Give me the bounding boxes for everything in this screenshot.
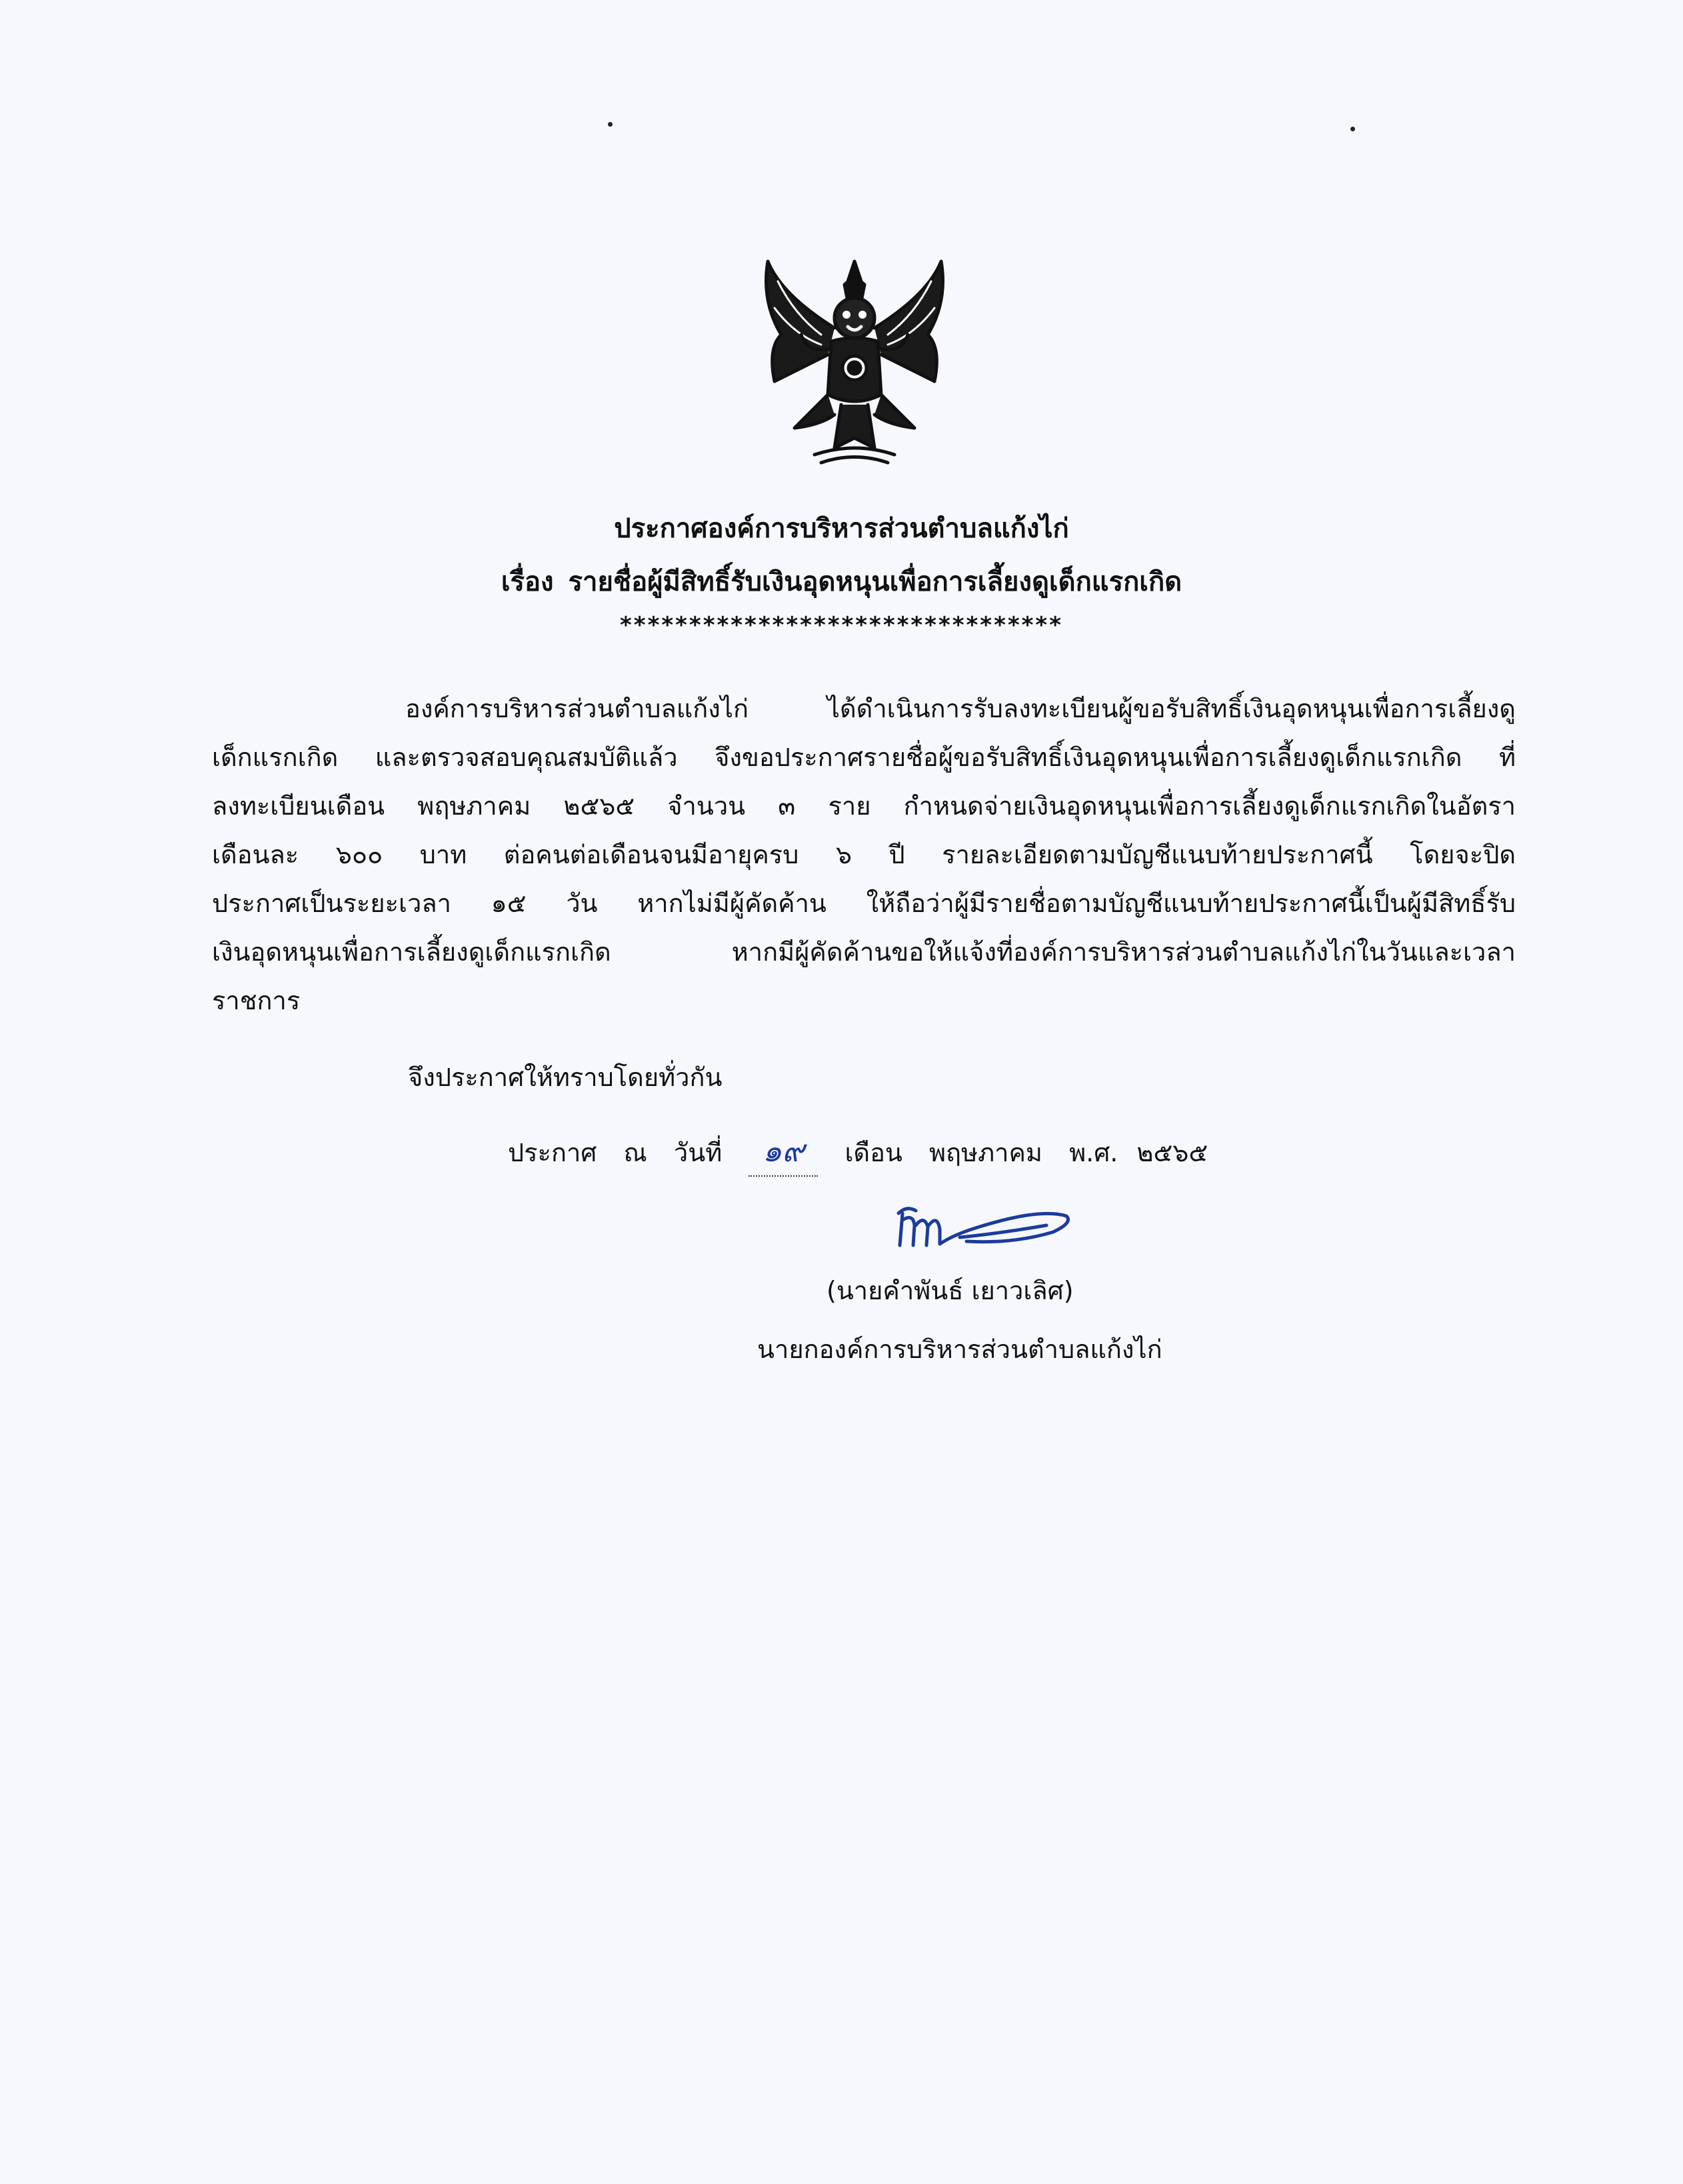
garuda-emblem-icon	[755, 255, 954, 468]
body-line: ราชการ	[212, 986, 301, 1015]
body-line: ลงทะเบียนเดือน พฤษภาคม ๒๕๖๕ จำนวน ๓ ราย กำหนดจ่ายเงินอุดหนุนเพื่อการเลี้ยงดูเด็กแรกเกิดในอัตรา	[212, 791, 1516, 821]
body-line: องค์การบริหารส่วนตำบลแก้งไก่ ได้ดำเนินการรับลงทะเบียนผู้ขอรับสิทธิ์เงินอุดหนุนเพื่อการเลี้ยงดู	[405, 694, 1516, 723]
announcement-title: ประกาศองค์การบริหารส่วนตำบลแก้งไก่	[614, 513, 1069, 544]
asterisk-divider: ********************************	[620, 612, 1063, 639]
subject-text: รายชื่อผู้มีสิทธิ์รับเงินอุดหนุนเพื่อการเลี้ยงดูเด็กแรกเกิด	[568, 567, 1182, 597]
body-line: ประกาศเป็นระยะเวลา ๑๕ วัน หากไม่มีผู้คัดค้าน ให้ถือว่าผู้มีรายชื่อตามบัญชีแนบท้ายประกาศนี้เป็นผู้มีสิทธิ์รับ	[212, 889, 1516, 918]
signer-position: นายกองค์การบริหารส่วนตำบลแก้งไก่	[757, 1335, 1162, 1364]
closing-statement: จึงประกาศให้ทราบโดยทั่วกัน	[408, 1063, 723, 1092]
year-value: ๒๕๖๕	[1136, 1138, 1208, 1167]
month-value: พฤษภาคม	[929, 1138, 1042, 1167]
body-line: เดือนละ ๖๐๐ บาท ต่อคนต่อเดือนจนมีอายุครบ ๖ ปี รายละเอียดตามบัญชีแนบท้ายประกาศนี้ โดยจะปิด	[212, 840, 1516, 869]
announcement-subject	[0, 560, 1683, 603]
handwritten-signature	[893, 1193, 1080, 1253]
scan-speck	[1350, 127, 1355, 131]
handwritten-day: ๑๙	[749, 1127, 818, 1177]
body-line: เด็กแรกเกิด และตรวจสอบคุณสมบัติแล้ว จึงขอประกาศรายชื่อผู้ขอรับสิทธิ์เงินอุดหนุนเพื่อการเลี้ยงดูเด็กแรกเกิด ที่	[212, 743, 1516, 772]
day-label: วันที่	[673, 1138, 723, 1167]
announcement-date	[508, 1127, 1226, 1177]
body-line: เงินอุดหนุนเพื่อการเลี้ยงดูเด็กแรกเกิด หากมีผู้คัดค้านขอให้แจ้งที่องค์การบริหารส่วนตำบลแก้งไก่ในวันและเวลา	[212, 937, 1516, 967]
body-paragraph	[212, 685, 1516, 1025]
subject-prefix: เรื่อง	[501, 567, 554, 597]
signer-name: (นายคำพันธ์ เยาวเลิศ)	[827, 1276, 1074, 1305]
date-at: ณ	[623, 1138, 647, 1167]
date-label: ประกาศ	[508, 1138, 597, 1167]
scan-speck	[608, 122, 613, 127]
month-label: เดือน	[844, 1138, 902, 1167]
year-label: พ.ศ.	[1069, 1138, 1118, 1167]
